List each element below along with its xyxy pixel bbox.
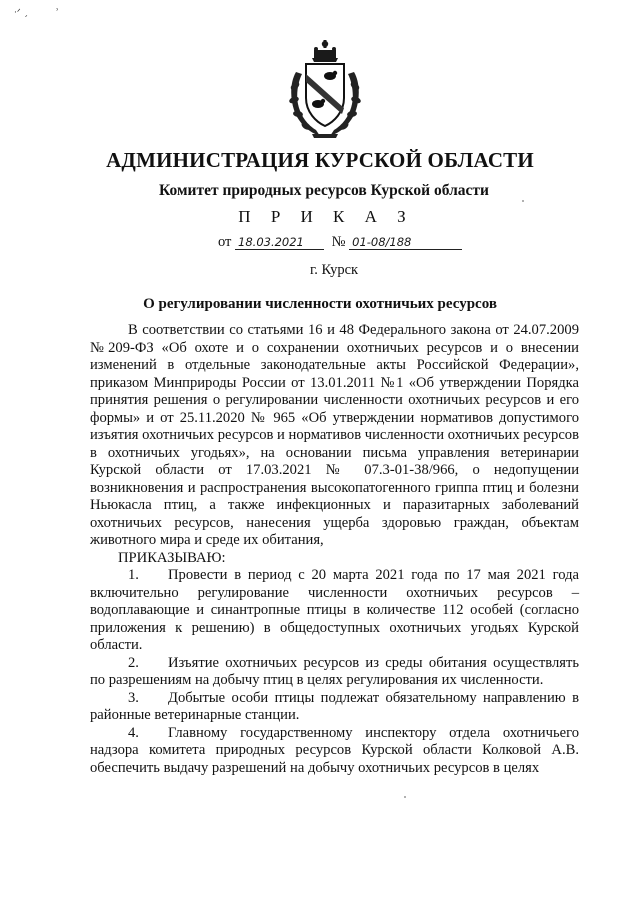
date-number-line <box>218 234 462 251</box>
item-text: Изъятие охотничьих ресурсов из среды обитания осуществлять по разрешениям на добычу птиц в целях регулирования их численности. <box>90 654 579 688</box>
committee-name: Комитет природных ресурсов Курской области <box>159 182 489 199</box>
scan-mark: ·ᐟ ˏ <box>14 8 29 18</box>
item-number: 3. <box>128 689 139 706</box>
number-prefix: № <box>331 234 346 250</box>
decree-word: ПРИКАЗЫВАЮ: <box>118 549 226 566</box>
item-text: Главному государственному инспектору отдела охотничьего надзора комитета природных ресурсов Курской области Колковой А.В. обеспечить выдачу разрешений на добычу охотничьих ресурсов в целях <box>90 724 579 776</box>
order-item <box>90 725 579 778</box>
item-number: 1. <box>128 567 139 583</box>
kursk-coat-of-arms-icon <box>286 38 364 140</box>
order-body <box>90 322 579 777</box>
order-item <box>90 655 579 690</box>
scan-speck <box>404 796 406 798</box>
date-prefix: от <box>218 234 232 250</box>
city: г. Курск <box>309 262 359 278</box>
preamble-paragraph: В соответствии со статьями 16 и 48 Федерального закона от 24.07.2009 №209-ФЗ «Об охоте и о сохранении охотничьих ресурсов и о внесении изменений в отдельные законодательные акты Российской Федерации», приказом Минприроды России от 13.01.2011 №1 «Об утверждении Порядка принятия решения о регулировании численности охотничьих ресурсов и его формы» и от 25.11.2020 № 965 «Об утверждении нормативов допустимого изъятия охотничьих ресурсов и нормативов численности охотничьих ресурсов в охотничьих угодьях», на основании письма управления ветеринарии Курской области от 17.03.2021 № 07.3-01-38/966, о недопущении возникновения и распространения высокопатогенного гриппа птиц и болезни Ньюкасла птиц, а также инфекционных и паразитарных заболеваний охотничьих ресурсов, нанесения ущерба здоровью граждан, объектам животного мира и среде их обитания, <box>90 322 579 548</box>
item-text: Добытые особи птицы подлежат обязательному направлению в районные ветеринарные станции. <box>90 689 579 723</box>
item-text: Провести в период с 20 марта 2021 года по 17 мая 2021 года включительно регулирование численности охотничьих ресурсов – водоплавающие и синантропные птицы в количестве 112 особей (согласно приложения к решению) в общедоступных охотничьих угодьях Курской области. <box>90 567 579 653</box>
scan-speck <box>522 200 524 202</box>
order-title: О регулировании численности охотничьих ресурсов <box>143 296 497 312</box>
administration-title: АДМИНИСТРАЦИЯ КУРСКОЙ ОБЛАСТИ <box>106 148 534 172</box>
order-item <box>90 567 579 655</box>
order-item <box>90 690 579 725</box>
scan-mark: ˒ <box>56 6 59 16</box>
handwritten-number: 01-08/188 <box>349 235 462 250</box>
handwritten-date: 18.03.2021 <box>235 235 324 250</box>
item-number: 4. <box>128 724 139 741</box>
item-number: 2. <box>128 654 139 671</box>
document-type: П Р И К А З <box>238 207 414 226</box>
